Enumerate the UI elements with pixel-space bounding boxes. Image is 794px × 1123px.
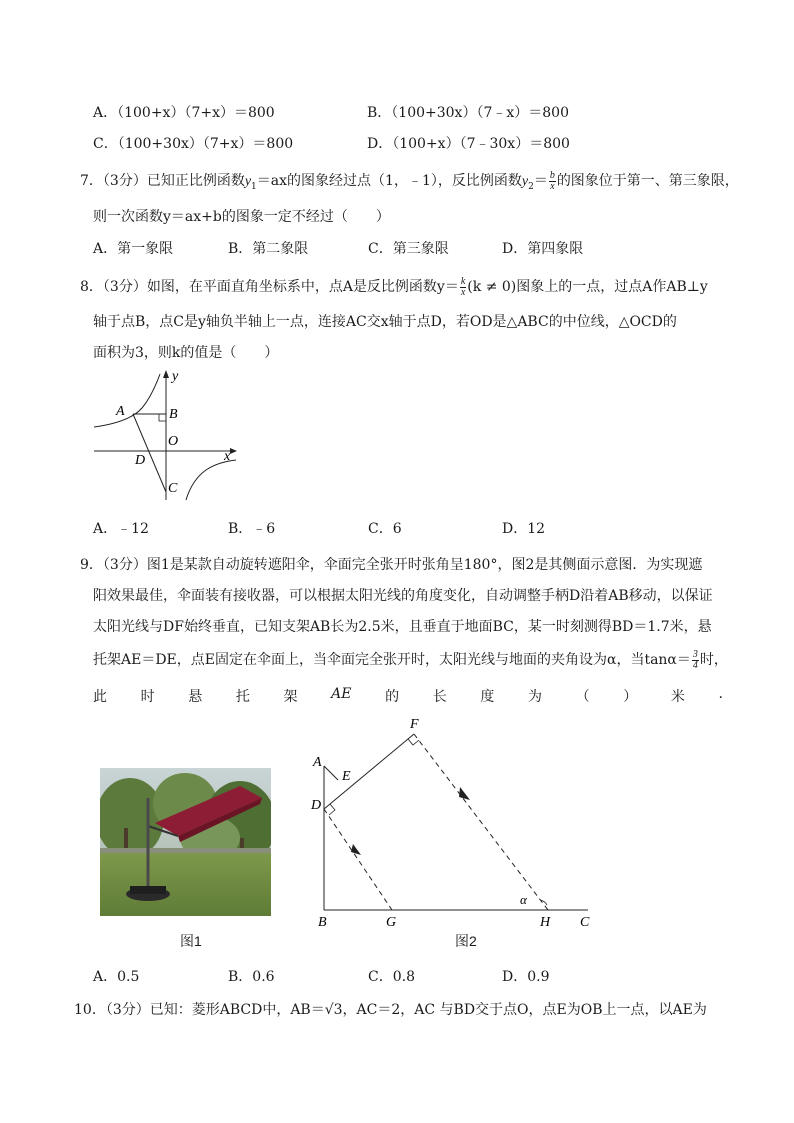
label-y: y [172,369,179,384]
q8-figure [90,368,240,504]
label-h: H [540,915,551,929]
figure-1-caption: 图1 [180,933,202,949]
q9-line-1: 9．（3分）图1是某款自动旋转遮阳伞，伞面完全张开时张角呈180°，图2是其侧面示意图．为实现遮 [80,557,703,573]
label-g: G [386,915,397,929]
hyperbola-branch-2 [94,374,160,427]
canopy-df [324,734,414,809]
q8-line-2: 轴于点B，点C是y轴负半轴上一点，连接AC交x轴于点D，若OD是△ABC的中位线，△OCD的 [93,314,677,330]
q9-option-a: A．0.5 [93,969,140,985]
label-d: D [135,453,146,468]
q9-option-b: B．0.6 [228,969,275,985]
arrow-dg-icon [351,844,361,855]
label-f: F [410,717,419,732]
x-axis-arrow-icon [230,448,237,454]
q7-line-1: 7．（3分）已知正比例函数$y_1=ax$的图象经过点（1，﹣1），反比例函数$y_2=$ $\frac{b}{x}$ 的图象位于第一、第三象限， [80,169,739,192]
q8-option-d: D．12 [502,521,546,537]
q6-option-c: C．（100+30x）（7+x）＝800 [93,136,294,152]
q10-line-1: 10．（3分）已知：菱形ABCD中，AB＝√3，AC＝2，AC 与BD交于点O，点E为OB上一点，以AE为 [74,1002,707,1018]
label-alpha: α [520,892,527,907]
sunray-fh [414,734,548,910]
right-angle-f [408,739,419,745]
right-angle-mark [159,414,166,421]
label-b: B [169,407,178,422]
q7-fraction: $\frac{b}{x}$ [549,169,555,192]
y-axis-arrow-icon [163,370,169,378]
q7-option-b: B．第二象限 [228,241,309,257]
arrow-fh-icon [459,787,470,800]
umbrella-photo [100,768,271,916]
q8-line-3: 面积为3，则k的值是（ ） [93,345,279,361]
label-e: E [342,769,351,784]
q7-option-c: C．第三象限 [368,241,449,257]
q7-option-d: D．第四象限 [502,241,584,257]
label-a: A [116,404,125,419]
label-c: C [580,915,590,929]
q8-option-a: A．﹣12 [93,521,149,537]
right-angle-d [329,804,335,815]
q8-line-1: 8．（3分）如图，在平面直角坐标系中，点A是反比例函数y＝ $\frac{k}{x}$ (k ≠ 0)图象上的一点，过点A作AB⊥y [80,275,708,298]
sunray-dg [324,809,392,910]
q9-line-5: 此 时 悬 托 架 AE 的 长 度 为 （ ） 米 . [93,686,723,705]
q9-option-d: D．0.9 [502,969,550,985]
q8-option-c: C．6 [368,521,402,537]
q9-line-4: 托架AE＝DE，点E固定在伞面上，当伞面完全张开时，太阳光线与地面的夹角设为α，当tanα＝ $\frac{3}{4}$ 时， [93,648,728,671]
q6-option-d: D．（100+x）（7﹣30x）＝800 [367,136,570,152]
label-c: C [168,481,178,496]
q8-fraction: $\frac{k}{x}$ [460,275,466,298]
label-a: A [313,755,322,770]
q9-fraction: $\frac{3}{4}$ [692,648,698,671]
q7-option-a: A．第一象限 [93,241,174,257]
q9-figure-2 [308,714,598,929]
q7-line-2: 则一次函数y＝ax+b的图象一定不经过（ ） [93,209,390,225]
q6-option-a: A．（100+x）（7+x）＝800 [93,105,275,121]
q8-option-b: B．﹣6 [228,521,276,537]
figure-2-caption: 图2 [455,933,477,949]
label-x: x [224,449,231,464]
label-b: B [318,915,327,929]
label-d: D [311,798,322,813]
q9-line-2: 阳效果最佳，伞面装有接收器，可以根据太阳光线的角度变化，自动调整手柄D沿着AB移动，以保证 [93,588,713,604]
q9-option-c: C．0.8 [368,969,415,985]
q9-line-3: 太阳光线与DF始终垂直，已知支架AB长为2.5米，且垂直于地面BC，某一时刻测得BD＝1.7米，悬 [93,619,712,635]
q6-option-b: B．（100+30x）（7﹣x）＝800 [367,105,569,121]
label-o: O [168,434,179,449]
segment-ae [324,766,338,780]
hyperbola-branch-4 [186,460,236,500]
